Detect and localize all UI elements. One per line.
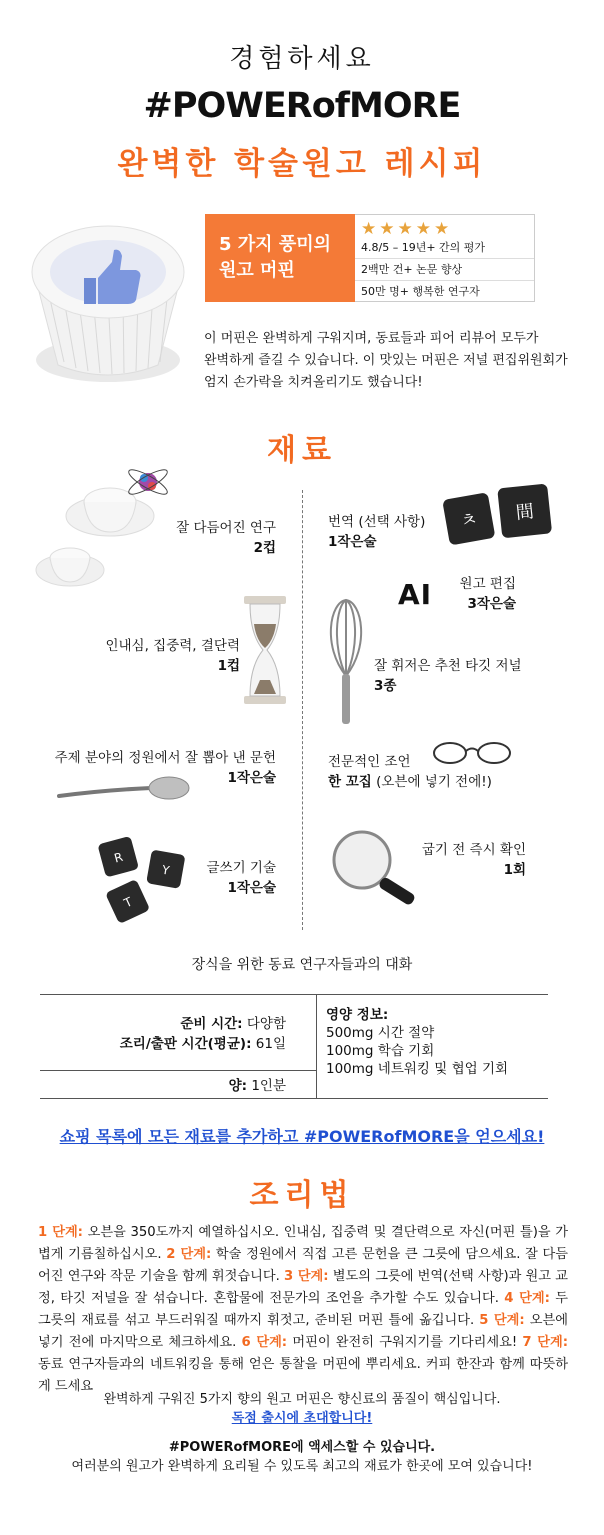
step-label: 5 단계: [479, 1313, 525, 1328]
ingredient-writing: 글쓰기 기술 1작은술 [206, 860, 276, 896]
ingredients-title: 재료 [267, 433, 337, 468]
recipe-info-box [40, 994, 548, 1098]
stat-papers: 2백만 건+ 논문 향상 [355, 259, 534, 281]
info-divider [316, 994, 317, 1098]
step-text: 학술 정원에서 직접 고른 문헌을 큰 그릇에 담으세요. 잘 다듬어진 연구와 작문 기술을 함께 휘젓습니다. [38, 1247, 568, 1284]
footer-line1: 완벽하게 구워진 5가지 향의 원고 머핀은 향신료의 품질이 핵심입니다. [103, 1392, 501, 1407]
star-icon: ★ [361, 219, 380, 239]
step-text: 동료 연구자들과의 네트워킹을 통해 얻은 통찰을 머핀에 뿌리세요. 커피 한잔과 함께 따뜻하게 드세요 [38, 1357, 568, 1394]
header-tagline: 경험하세요 [229, 44, 375, 74]
star-half-icon: ★ [434, 219, 453, 239]
ingredient-translation: 번역 (선택 사항) 1작은술 [328, 514, 426, 550]
step-text: 두 그릇의 재료를 섞고 부드러워질 때까지 휘젓고, 준비된 머핀 틀에 옮깁니다. [38, 1291, 568, 1328]
step-label: 6 단계: [241, 1335, 288, 1350]
step-label: 7 단계: [522, 1335, 568, 1350]
cook-value: 61일 [255, 1036, 286, 1052]
conversation-garnish: 장식을 위한 동료 연구자들과의 대화 [191, 957, 413, 973]
ingredient-patience: 인내심, 집중력, 결단력 1컵 [105, 638, 240, 674]
ingredient-editing: 원고 편집 3작은술 [459, 576, 516, 612]
recipe-subtitle: 완벽한 학술원고 레시피 [117, 146, 487, 182]
ingredient-literature: 주제 분야의 정원에서 잘 뽑아 낸 문헌 1작은술 [54, 750, 276, 786]
serving-value: 1인분 [251, 1078, 286, 1094]
star-icon: ★ [415, 219, 434, 239]
prep-cook-times [40, 1014, 286, 1054]
footer-line4: 여러분의 원고가 완벽하게 요리될 수 있도록 최고의 재료가 한곳에 모여 있습니다! [71, 1459, 533, 1474]
ingredient-check: 굽기 전 즉시 확인 1회 [421, 842, 526, 878]
star-icon: ★ [397, 219, 416, 239]
atom-icon [126, 466, 170, 498]
nutrition-item: 500mg 시간 절약 [326, 1025, 435, 1041]
shopping-list-link[interactable]: 쇼핑 목록에 모든 재료를 추가하고 #POWERofMORE을 얻으세요! [59, 1127, 545, 1146]
star-icon: ★ [379, 219, 398, 239]
nutrition-info [326, 1006, 548, 1078]
translation-keys-illustration [440, 480, 556, 552]
description-line: 이 머핀은 완벽하게 구워지며, 동료들과 피어 리뷰어 모두가 [204, 331, 539, 346]
step-label: 1 단계: [38, 1225, 83, 1240]
footer [0, 1390, 604, 1476]
star-rating [361, 215, 528, 239]
step-text: 머핀이 완전히 구워지기를 기다리세요! [287, 1335, 523, 1350]
nutrition-title: 영양 정보: [326, 1007, 389, 1023]
ingredient-journals: 잘 휘저은 추천 타깃 저널 3종 [374, 658, 522, 694]
step-text: 별도의 그릇에 번역(선택 사항)과 원고 교정, 타깃 저널을 잘 섞습니다. 혼합물에 전문가의 조언을 추가할 수도 있습니다. [38, 1269, 568, 1306]
step-label: 2 단계: [166, 1247, 212, 1262]
svg-text:T: T [121, 894, 135, 911]
prep-label: 준비 시간: [180, 1016, 243, 1032]
info-bottom-border [40, 1098, 548, 1099]
rating-text: 4.8/5 – 19년+ 간의 평가 [361, 241, 486, 254]
whisk-illustration [324, 596, 368, 728]
step-text: 오븐을 350도까지 예열하십시오. 인내심, 집중력 및 결단력으로 자신(머핀 틀)을 가볍게 기름칠하십시오. [38, 1225, 568, 1262]
recipe-title: 조리법 [249, 1178, 355, 1213]
step-text: 오븐에 넣기 전에 마지막으로 체크하세요. [38, 1313, 568, 1350]
hashtag-title: #POWERofMORE [143, 86, 461, 126]
muffin-name-tag [205, 214, 355, 302]
svg-text:ㅊ: ㅊ [458, 508, 480, 533]
rating-table [355, 214, 535, 302]
spoon-illustration [55, 772, 195, 808]
recipe-steps [38, 1222, 568, 1398]
ingredient-research: 잘 다듬어진 연구 2컵 [176, 520, 276, 556]
muffin-cup-illustration [28, 210, 188, 390]
cook-label: 조리/출판 시간(평균): [119, 1036, 252, 1052]
info-top-border [40, 994, 548, 995]
description-line: 엄지 손가락을 치켜올리기도 했습니다! [204, 375, 423, 390]
ai-logo: AI [398, 578, 433, 611]
muffin-description [204, 328, 584, 394]
step-label: 4 단계: [504, 1291, 550, 1306]
step-label: 3 단계: [284, 1269, 329, 1284]
serving-label: 양: [228, 1078, 248, 1094]
muffin-tag-line1: 5 가지 풍미의 [219, 234, 331, 255]
exclusive-launch-link[interactable]: 독점 출시에 초대합니다! [231, 1411, 373, 1426]
serving [40, 1076, 286, 1096]
glasses-illustration [430, 738, 516, 766]
svg-text:間: 間 [514, 501, 535, 524]
footer-line3: #POWERofMORE에 액세스할 수 있습니다. [168, 1440, 436, 1455]
svg-text:R: R [112, 849, 125, 866]
description-line: 완벽하게 즐길 수 있습니다. 이 맛있는 머핀은 저널 편집위원회가 [204, 353, 568, 368]
hourglass-illustration [240, 594, 290, 706]
svg-text:Y: Y [160, 862, 171, 878]
nutrition-item: 100mg 네트워킹 및 협업 기회 [326, 1061, 509, 1077]
ingredients-divider [302, 490, 303, 930]
rating-row [355, 215, 534, 259]
prep-value: 다양함 [246, 1016, 286, 1032]
muffin-tag-line2: 원고 머핀 [219, 260, 295, 281]
info-mid-border [40, 1070, 316, 1071]
stat-researchers: 50만 명+ 행복한 연구자 [361, 285, 480, 298]
muffin-summary-box [205, 214, 535, 302]
ingredient-advice: 전문적인 조언 한 꼬집 (오븐에 넣기 전에!) [328, 754, 492, 790]
nutrition-item: 100mg 학습 기회 [326, 1043, 435, 1059]
